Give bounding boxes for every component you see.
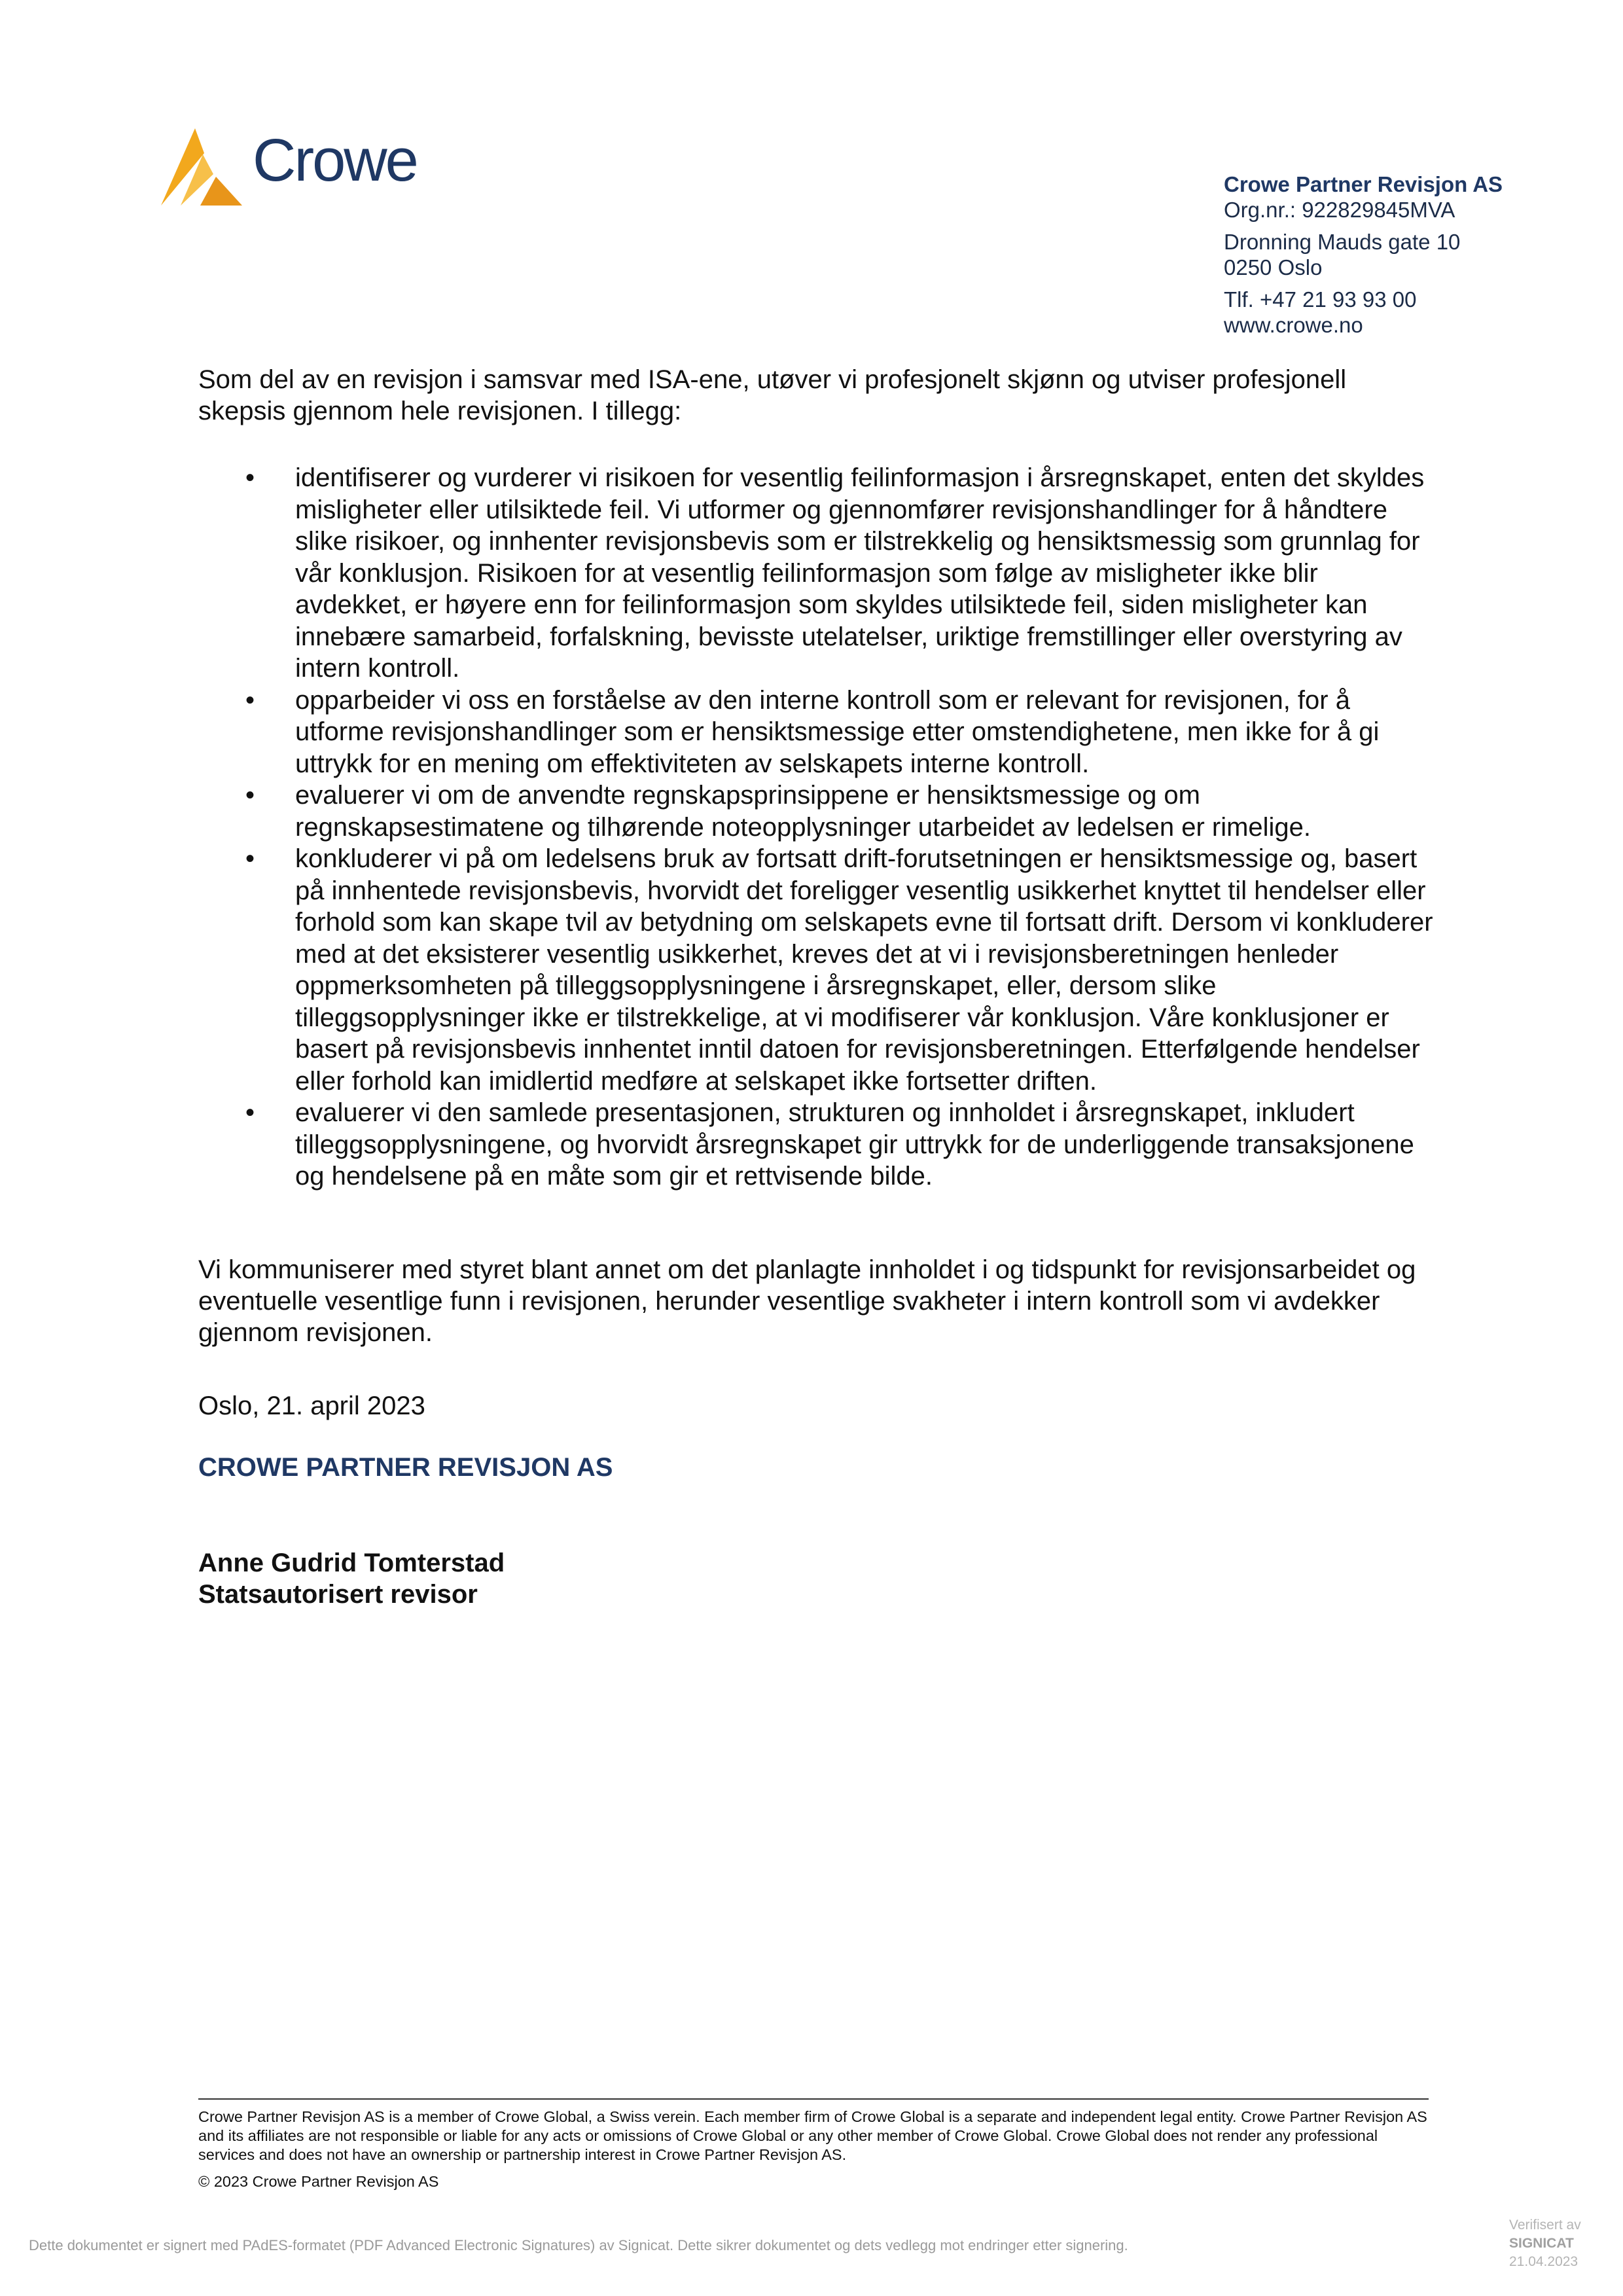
signer-block [198,1547,505,1610]
list-item: • konkluderer vi på om ledelsens bruk av fortsatt drift-forutsetningen er hensiktsmessige og, basert på innhentede revisjonsbevis, hvorvidt det foreligger vesentlig usikkerhet knyttet til hendelser eller forhold som kan skape tvil av betydning om selskapets evne til fortsatt drift. Dersom vi konkluderer med at det eksisterer vesentlig usikkerhet, kreves det at vi i revisjonsberetningen henleder oppmerksomheten på tilleggsopplysningene i årsregnskapet, eller, dersom slike tilleggsopplysninger ikke er tilstrekkelige, at vi modifiserer vår konklusjon. Våre konklusjoner er basert på revisjonsbevis innhentet inntil datoen for revisjonsberetningen. Etterfølgende hendelser eller forhold kan imidlertid medføre at selskapet ikke fortsetter driften. [245,844,1433,1096]
address-block [1224,171,1503,338]
address-city: 0250 Oslo [1224,255,1323,279]
address-company: Crowe Partner Revisjon AS [1224,172,1503,196]
signature-note: Dette dokumentet er signert med PAdES-formatet (PDF Advanced Electronic Signatures) av Signicat. Dette sikrer dokumentet og dets vedlegg mot endringer etter signering. [29,2237,1128,2253]
signer-title: Statsautorisert revisor [198,1580,478,1609]
address-street: Dronning Mauds gate 10 [1224,230,1461,254]
crowe-logo-icon [154,128,442,213]
footer-divider [198,2098,1429,2100]
intro-paragraph: Som del av en revisjon i samsvar med ISA-ene, utøver vi profesjonelt skjønn og utviser profesjonell skepsis gjennom hele revisjonen. I tillegg: [198,365,1347,425]
address-website: www.crowe.no [1224,313,1363,337]
list-item: • opparbeider vi oss en forståelse av den interne kontroll som er relevant for revisjonen, for å utforme revisjonshandlinger som er hensiktsmessige etter omstendighetene, men ikke for å gi uttrykk for en mening om effektiviteten av selskapets interne kontroll. [245,685,1380,778]
firm-name: CROWE PARTNER REVISJON AS [198,1453,613,1482]
verified-date: 21.04.2023 [1509,2254,1578,2269]
footer-copyright: © 2023 Crowe Partner Revisjon AS [198,2173,439,2190]
logo-wordmark: Crowe [253,128,417,194]
crowe-logo [154,128,442,213]
list-item: • identifiserer og vurderer vi risikoen for vesentlig feilinformasjon i årsregnskapet, enten det skyldes misligheter eller utilsiktede feil. Vi utformer og gjennomfører revisjonshandlinger for å håndtere slike risikoer, og innhenter revisjonsbevis som er tilstrekkelig og hensiktsmessig som grunnlag for vår konklusjon. Risikoen for at vesentlig feilinformasjon som følge av misligheter ikke blir avdekket, er høyere enn for feilinformasjon som skyldes utilsiktede feil, siden misligheter kan innebære samarbeid, forfalskning, bevisste utelatelser, uriktige fremstillinger eller overstyring av intern kontroll. [245,463,1425,683]
list-item: • evaluerer vi om de anvendte regnskapsprinsippene er hensiktsmessige og om regnskapsestimatene og tilhørende noteopplysninger utarbeidet av ledelsen er rimelige. [245,781,1311,842]
list-item: • evaluerer vi den samlede presentasjonen, strukturen og innholdet i årsregnskapet, inkludert tilleggsopplysningene, og hvorvidt årsregnskapet gir uttrykk for de underliggende transaksjonene og hendelsene på en måte som gir et rettvisende bilde. [245,1098,1414,1191]
verified-brand: SIGNICAT [1509,2236,1574,2251]
verified-label: Verifisert av [1509,2217,1581,2233]
place-date: Oslo, 21. april 2023 [198,1391,425,1420]
communication-paragraph: Vi kommuniserer med styret blant annet om det planlagte innholdet i og tidspunkt for revisjonsarbeidet og eventuelle vesentlige funn i revisjonen, herunder vesentlige svakheter i intern kontroll som vi avdekker gjennom revisjonen. [198,1255,1416,1347]
footer-disclaimer: Crowe Partner Revisjon AS is a member of Crowe Global, a Swiss verein. Each member firm of Crowe Global is a separate and independent legal entity. Crowe Partner Revisjon AS and its affiliates are not responsible or liable for any acts or omissions of Crowe Global or any other member of Crowe Global. Crowe Global does not render any professional services and does not have an ownership or partnership interest in Crowe Partner Revisjon AS. [198,2108,1427,2163]
signer-name: Anne Gudrid Tomterstad [198,1549,505,1577]
address-org-number: Org.nr.: 922829845MVA [1224,198,1455,222]
address-phone: Tlf. +47 21 93 93 00 [1224,287,1417,312]
verified-stamp [1509,2216,1594,2271]
bullet-list [198,462,1435,1193]
